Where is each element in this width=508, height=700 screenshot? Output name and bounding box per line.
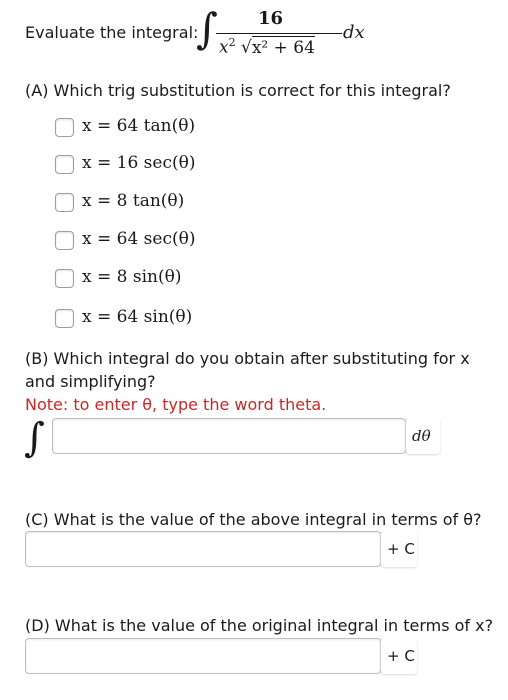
integral-header: [25, 4, 485, 64]
fraction-numerator: 16: [258, 8, 284, 29]
part-b-suffix: dθ: [406, 418, 440, 454]
fraction-bar: [216, 33, 342, 34]
part-b-question-line1: (B) Which integral do you obtain after substituting for x: [25, 349, 470, 368]
option-checkbox[interactable]: [55, 231, 74, 250]
part-d-question: (D) What is the value of the original integral in terms of x?: [25, 616, 494, 635]
part-c-question: (C) What is the value of the above integral in terms of θ?: [25, 510, 482, 529]
part-d-answer-input[interactable]: [25, 638, 381, 674]
integral-sign-b: ∫: [24, 415, 45, 461]
differential-dx: dx: [343, 22, 365, 43]
header-lead: Evaluate the integral:: [25, 23, 199, 42]
fraction-denominator: [219, 36, 315, 58]
part-c-answer-input[interactable]: [25, 531, 381, 567]
integral-sign: ∫: [196, 4, 218, 53]
option-label: x = 64 tan(θ): [82, 116, 196, 136]
part-d-suffix: + C: [381, 638, 417, 674]
den-exponent: 2: [228, 36, 236, 49]
option-label: x = 8 sin(θ): [82, 267, 182, 287]
option-checkbox[interactable]: [55, 193, 74, 212]
part-a-question: (A) Which trig substitution is correct for this integral?: [25, 81, 451, 100]
option-label: x = 64 sin(θ): [82, 307, 193, 327]
den-x: x: [219, 37, 229, 58]
option-label: x = 16 sec(θ): [82, 153, 196, 173]
option-checkbox[interactable]: [55, 309, 74, 328]
option-checkbox[interactable]: [55, 118, 74, 137]
option-label: x = 64 sec(θ): [82, 229, 196, 249]
option-checkbox[interactable]: [55, 155, 74, 174]
part-b-note: Note: to enter θ, type the word theta.: [25, 395, 327, 414]
part-b-question-line2: and simplifying?: [25, 372, 156, 391]
radicand: x² + 64: [251, 37, 315, 58]
option-label: x = 8 tan(θ): [82, 191, 185, 211]
option-checkbox[interactable]: [55, 269, 74, 288]
part-b-answer-input[interactable]: [52, 418, 406, 454]
part-c-suffix: + C: [381, 531, 417, 567]
sqrt-symbol: √: [241, 37, 252, 58]
